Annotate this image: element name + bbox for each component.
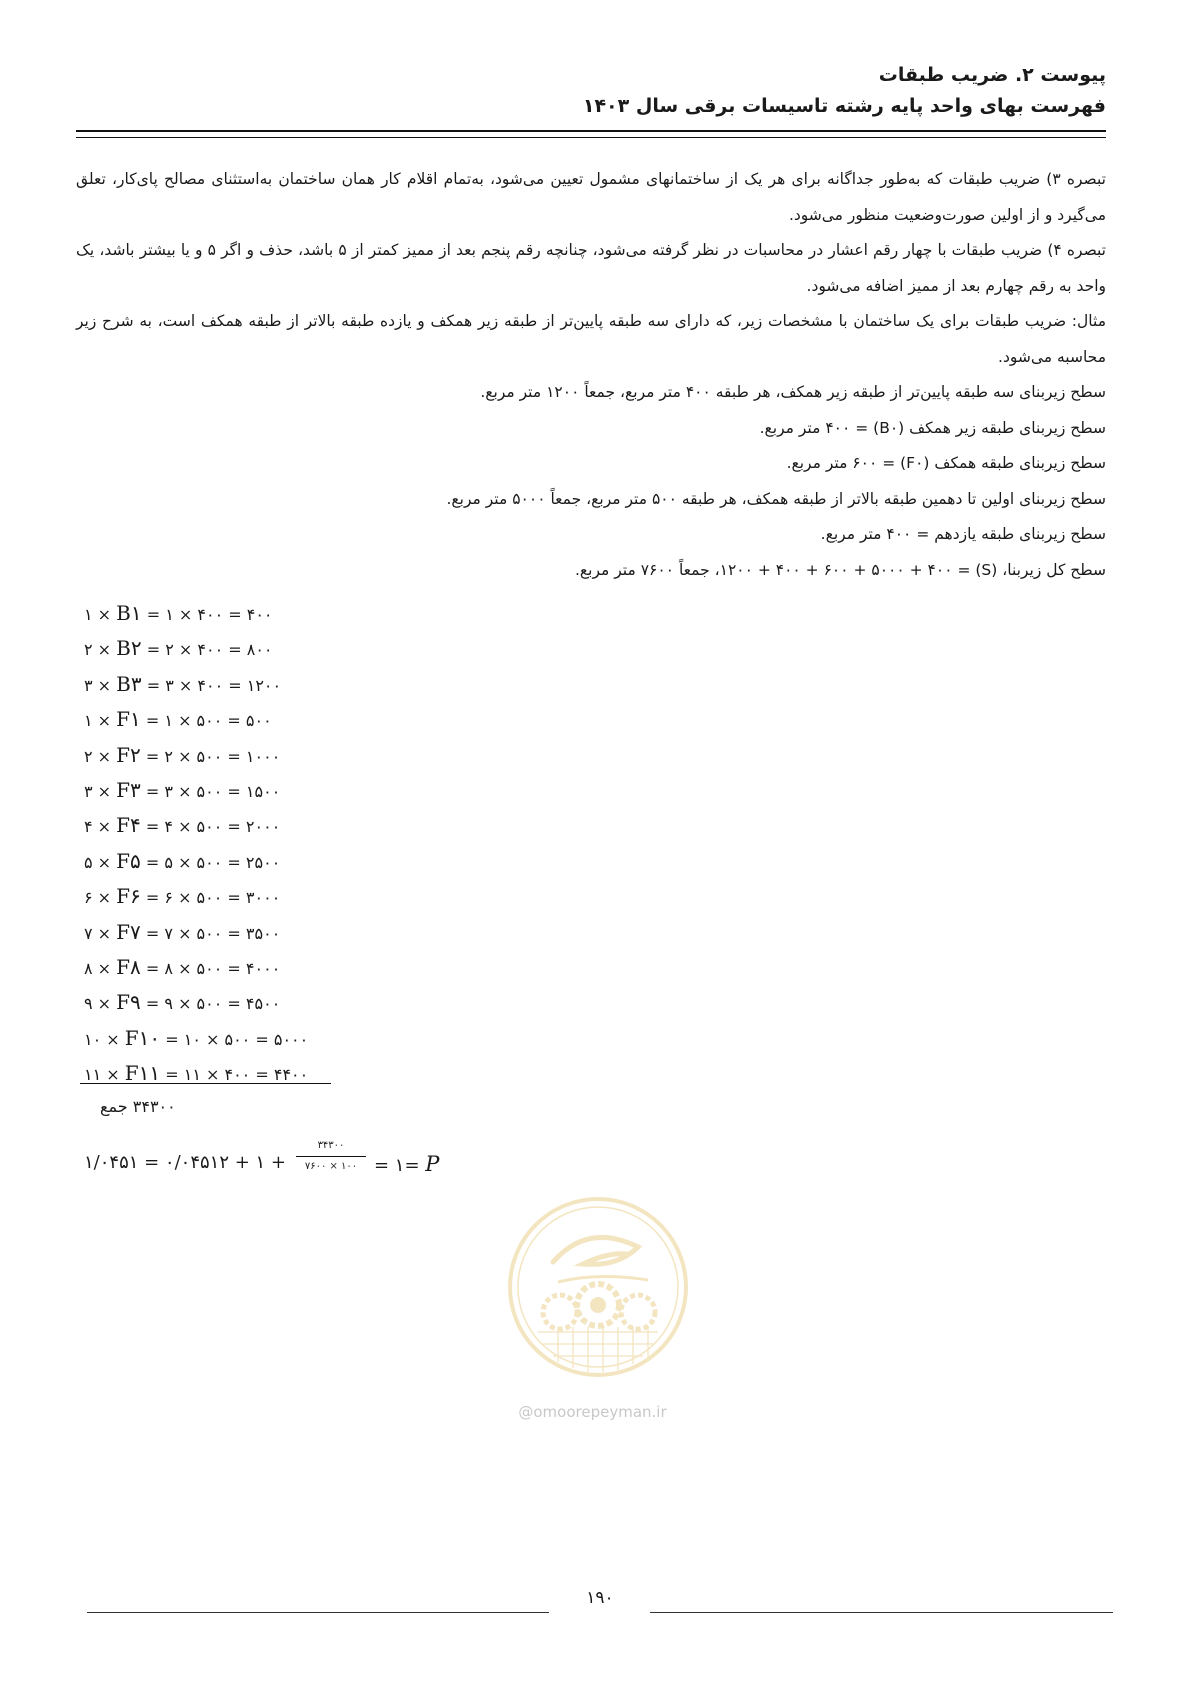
fraction-denominator: ۷۶۰۰ × ۱۰۰ [304, 1161, 358, 1172]
calc-row: ۲ × F۲ = ۲ × ۵۰۰ = ۱۰۰۰ [84, 742, 281, 767]
paragraph-b0-area: سطح زیربنای طبقه زیر همکف (B۰) = ۴۰۰ متر مربع. [759, 418, 1106, 437]
formula-left: ۱/۰۴۵۱ = ۰/۰۴۵۱۲ + ۱ + [84, 1152, 286, 1173]
paragraph-example: مثال: ضریب طبقات برای یک ساختمان با مشخصات زیر، که دارای سه طبقه پایین‌تر از طبقه زیر همکف و یازده طبقه بالاتر از طبقه همکف است، به شرح زیر محاسبه می‌شود. [76, 312, 1106, 366]
paragraph-upper-floors-area: سطح زیربنای اولین تا دهمین طبقه بالاتر از طبقه همکف، هر طبقه ۵۰۰ متر مربع، جمعاً ۵۰۰۰ متر مربع. [446, 489, 1106, 508]
calc-total: ۳۴۳۰۰ جمع [100, 1097, 176, 1116]
calc-row: ۱ × F۱ = ۱ × ۵۰۰ = ۵۰۰ [84, 707, 272, 732]
calc-row: ۵ × F۵ = ۵ × ۵۰۰ = ۲۵۰۰ [84, 848, 281, 873]
calc-row: ۳ × B۳ = ۳ × ۴۰۰ = ۱۲۰۰ [84, 671, 282, 696]
footer-rule-left [87, 1612, 549, 1613]
paragraph-eleventh-floor-area: سطح زیربنای طبقه یازدهم = ۴۰۰ متر مربع. [820, 525, 1106, 543]
calc-row: ۱۱ × F۱۱ = ۱۱ × ۴۰۰ = ۴۴۰۰ [84, 1061, 309, 1086]
paragraph-f0-area: سطح زیربنای طبقه همکف (F۰) = ۶۰۰ متر مربع. [786, 454, 1106, 472]
header-title: پیوست ۲. ضریب طبقات [878, 64, 1106, 86]
floor-calculation-list [84, 596, 384, 1091]
floor-coefficient-formula [84, 1138, 484, 1188]
paragraph-basement-area: سطح زیربنای سه طبقه پایین‌تر از طبقه زیر همکف، هر طبقه ۴۰۰ متر مربع، جمعاً ۱۲۰۰ متر مربع. [480, 383, 1106, 401]
calc-row: ۴ × F۴ = ۴ × ۵۰۰ = ۲۰۰۰ [84, 813, 281, 838]
paragraph-note-3: تبصره ۳) ضریب طبقات که به‌طور جداگانه برای هر یک از ساختمانهای مشمول تعیین می‌شود، به‌تمام اقلام کار همان ساختمان به‌استثنای مصالح پای‌کار، تعلق می‌گیرد و از اولین صورت‌وضعیت منظور می‌شود. [76, 170, 1106, 224]
watermark-url: @omoorepeyman.ir [518, 1403, 667, 1421]
formula-variable: P [425, 1152, 440, 1176]
paragraph-total-area: سطح کل زیربنا، (S) = ۱۲۰۰ + ۴۰۰ + ۶۰۰ + ۵۰۰۰ + ۴۰۰، جمعاً ۷۶۰۰ متر مربع. [574, 560, 1106, 579]
calc-row: ۳ × F۳ = ۳ × ۵۰۰ = ۱۵۰۰ [84, 777, 281, 802]
calc-row: ۱۰ × F۱۰ = ۱۰ × ۵۰۰ = ۵۰۰۰ [84, 1025, 309, 1050]
calc-row: ۱ × B۱ = ۱ × ۴۰۰ = ۴۰۰ [84, 601, 273, 625]
formula-right: = ۱= P [374, 1152, 440, 1176]
header-double-rule [76, 130, 1106, 138]
page-number: ۱۹۰ [586, 1588, 614, 1608]
formula-fraction [296, 1138, 366, 1175]
calc-row: ۷ × F۷ = ۷ × ۵۰۰ = ۳۵۰۰ [84, 919, 281, 944]
paragraph-note-4: تبصره ۴) ضریب طبقات با چهار رقم اعشار در محاسبات در نظر گرفته می‌شود، چنانچه رقم پنجم بعد از ممیز کمتر از ۵ باشد، حذف و اگر ۵ و یا بیشتر باشد، یک واحد به رقم چهارم بعد از ممیز اضافه می‌شود. [76, 241, 1106, 295]
body-text [76, 162, 1106, 588]
calc-row: ۲ × B۲ = ۲ × ۴۰۰ = ۸۰۰ [84, 636, 273, 661]
header-subtitle: فهرست بهای واحد پایه رشته تاسیسات برقی سال ۱۴۰۳ [582, 95, 1106, 117]
page-header [76, 60, 1106, 122]
calc-row: ۹ × F۹ = ۹ × ۵۰۰ = ۴۵۰۰ [84, 990, 281, 1015]
sum-rule [80, 1083, 331, 1084]
calc-row: ۸ × F۸ = ۸ × ۵۰۰ = ۴۰۰۰ [84, 954, 281, 979]
fraction-numerator: ۳۴۳۰۰ [317, 1140, 345, 1151]
calc-row: ۶ × F۶ = ۶ × ۵۰۰ = ۳۰۰۰ [84, 884, 281, 909]
watermark-logo-icon [498, 1192, 698, 1382]
fraction-bar [296, 1156, 366, 1157]
footer-rule-right [650, 1612, 1113, 1613]
